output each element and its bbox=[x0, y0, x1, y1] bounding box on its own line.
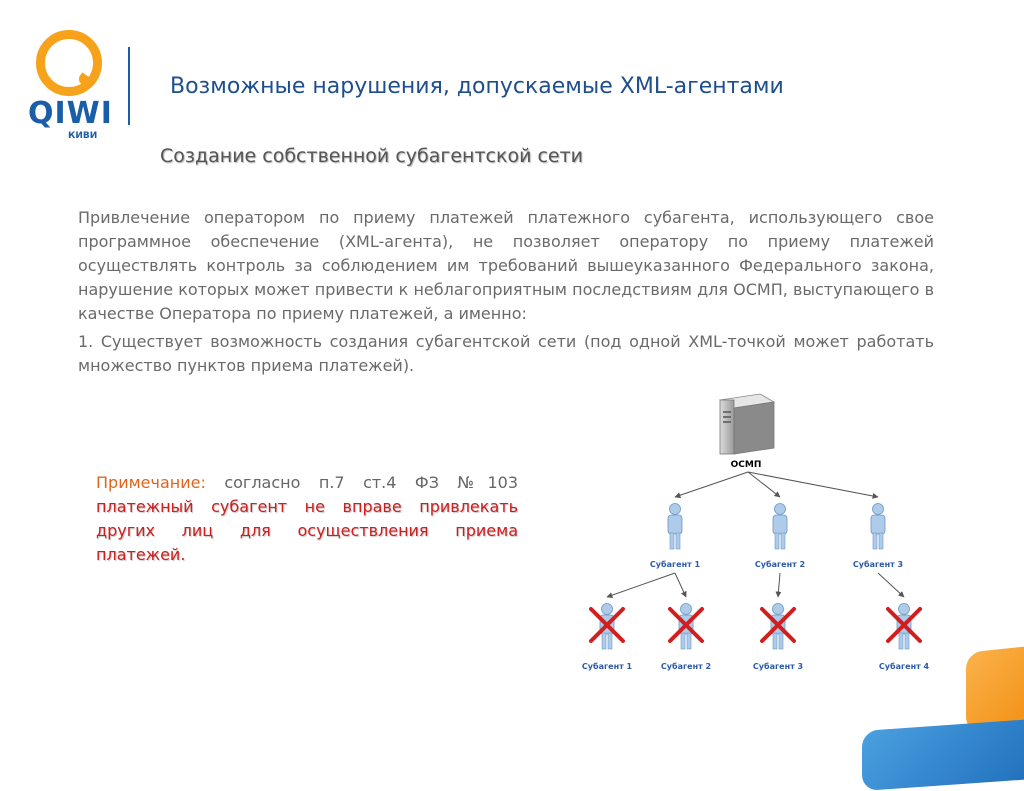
body-item-1: 1. Существует возможность создания субагентской сети (под одной XML-точкой может работать множество пунктов приема платежей). bbox=[78, 332, 934, 375]
note-label: Примечание: bbox=[96, 473, 206, 492]
diagram-labels bbox=[582, 559, 930, 671]
arrow-server-to-subagent-3 bbox=[748, 472, 878, 497]
arrow-to-sub-subagent-2 bbox=[675, 573, 686, 597]
subagent-label-level1-1: Субагент 1 bbox=[649, 560, 701, 569]
body-text bbox=[78, 206, 934, 378]
slide-title: Возможные нарушения, допускаемые XML-агентами bbox=[170, 74, 784, 99]
qiwi-logo bbox=[28, 30, 113, 141]
slide-subtitle: Создание собственной субагентской сети bbox=[160, 145, 584, 167]
note-plain: согласно п.7 ст.4 ФЗ №103 bbox=[205, 473, 518, 492]
subagent-label-level2-2: Субагент 2 bbox=[660, 662, 712, 671]
logo-brand-text: QIWI bbox=[28, 96, 113, 131]
arrow-to-sub-subagent-3 bbox=[778, 573, 780, 597]
subagent-label-level2-3: Субагент 3 bbox=[752, 662, 804, 671]
diagram-arrows bbox=[607, 472, 904, 597]
diagram-people bbox=[600, 504, 911, 650]
server-icon bbox=[720, 394, 774, 454]
arrow-to-sub-subagent-4 bbox=[878, 573, 904, 597]
person-icon-level1-1 bbox=[668, 504, 682, 550]
subagent-label-level2-4: Субагент 4 bbox=[878, 662, 930, 671]
subagent-label-level2-1: Субагент 1 bbox=[581, 662, 633, 671]
body-paragraph: Привлечение оператором по приему платежей платежного субагента, использующего свое программное обеспечение (XML-агента), не позволяет оператору по приему платежей осуществлять контроль за соблюдением им требований вышеуказанного Федерального закона, нарушение которых может привести к неблагоприятным последствиям для ОСМП, выступающего в качестве Оператора по приему платежей, а именно: bbox=[78, 208, 934, 323]
person-icon-level1-2 bbox=[773, 504, 787, 550]
header-divider bbox=[128, 47, 130, 125]
server-label: ОСМП bbox=[730, 460, 762, 470]
subagent-label-level1-3: Субагент 3 bbox=[852, 560, 904, 569]
arrow-server-to-subagent-2 bbox=[748, 472, 780, 497]
subagent-label-level1-2: Субагент 2 bbox=[754, 560, 806, 569]
arrow-server-to-subagent-1 bbox=[675, 472, 748, 497]
arrow-to-sub-subagent-1 bbox=[607, 573, 675, 597]
note-block bbox=[96, 471, 518, 567]
qiwi-logo-ring bbox=[36, 30, 102, 96]
diagram-crosses bbox=[591, 609, 920, 641]
network-diagram bbox=[560, 390, 960, 690]
decor-blue-shape bbox=[862, 717, 1024, 791]
person-icon-level1-3 bbox=[871, 504, 885, 550]
note-highlight: платежный субагент не вправе привлекать других лиц для осуществления приема платежей. bbox=[96, 497, 518, 564]
logo-sub-text: КИВИ bbox=[68, 131, 98, 141]
